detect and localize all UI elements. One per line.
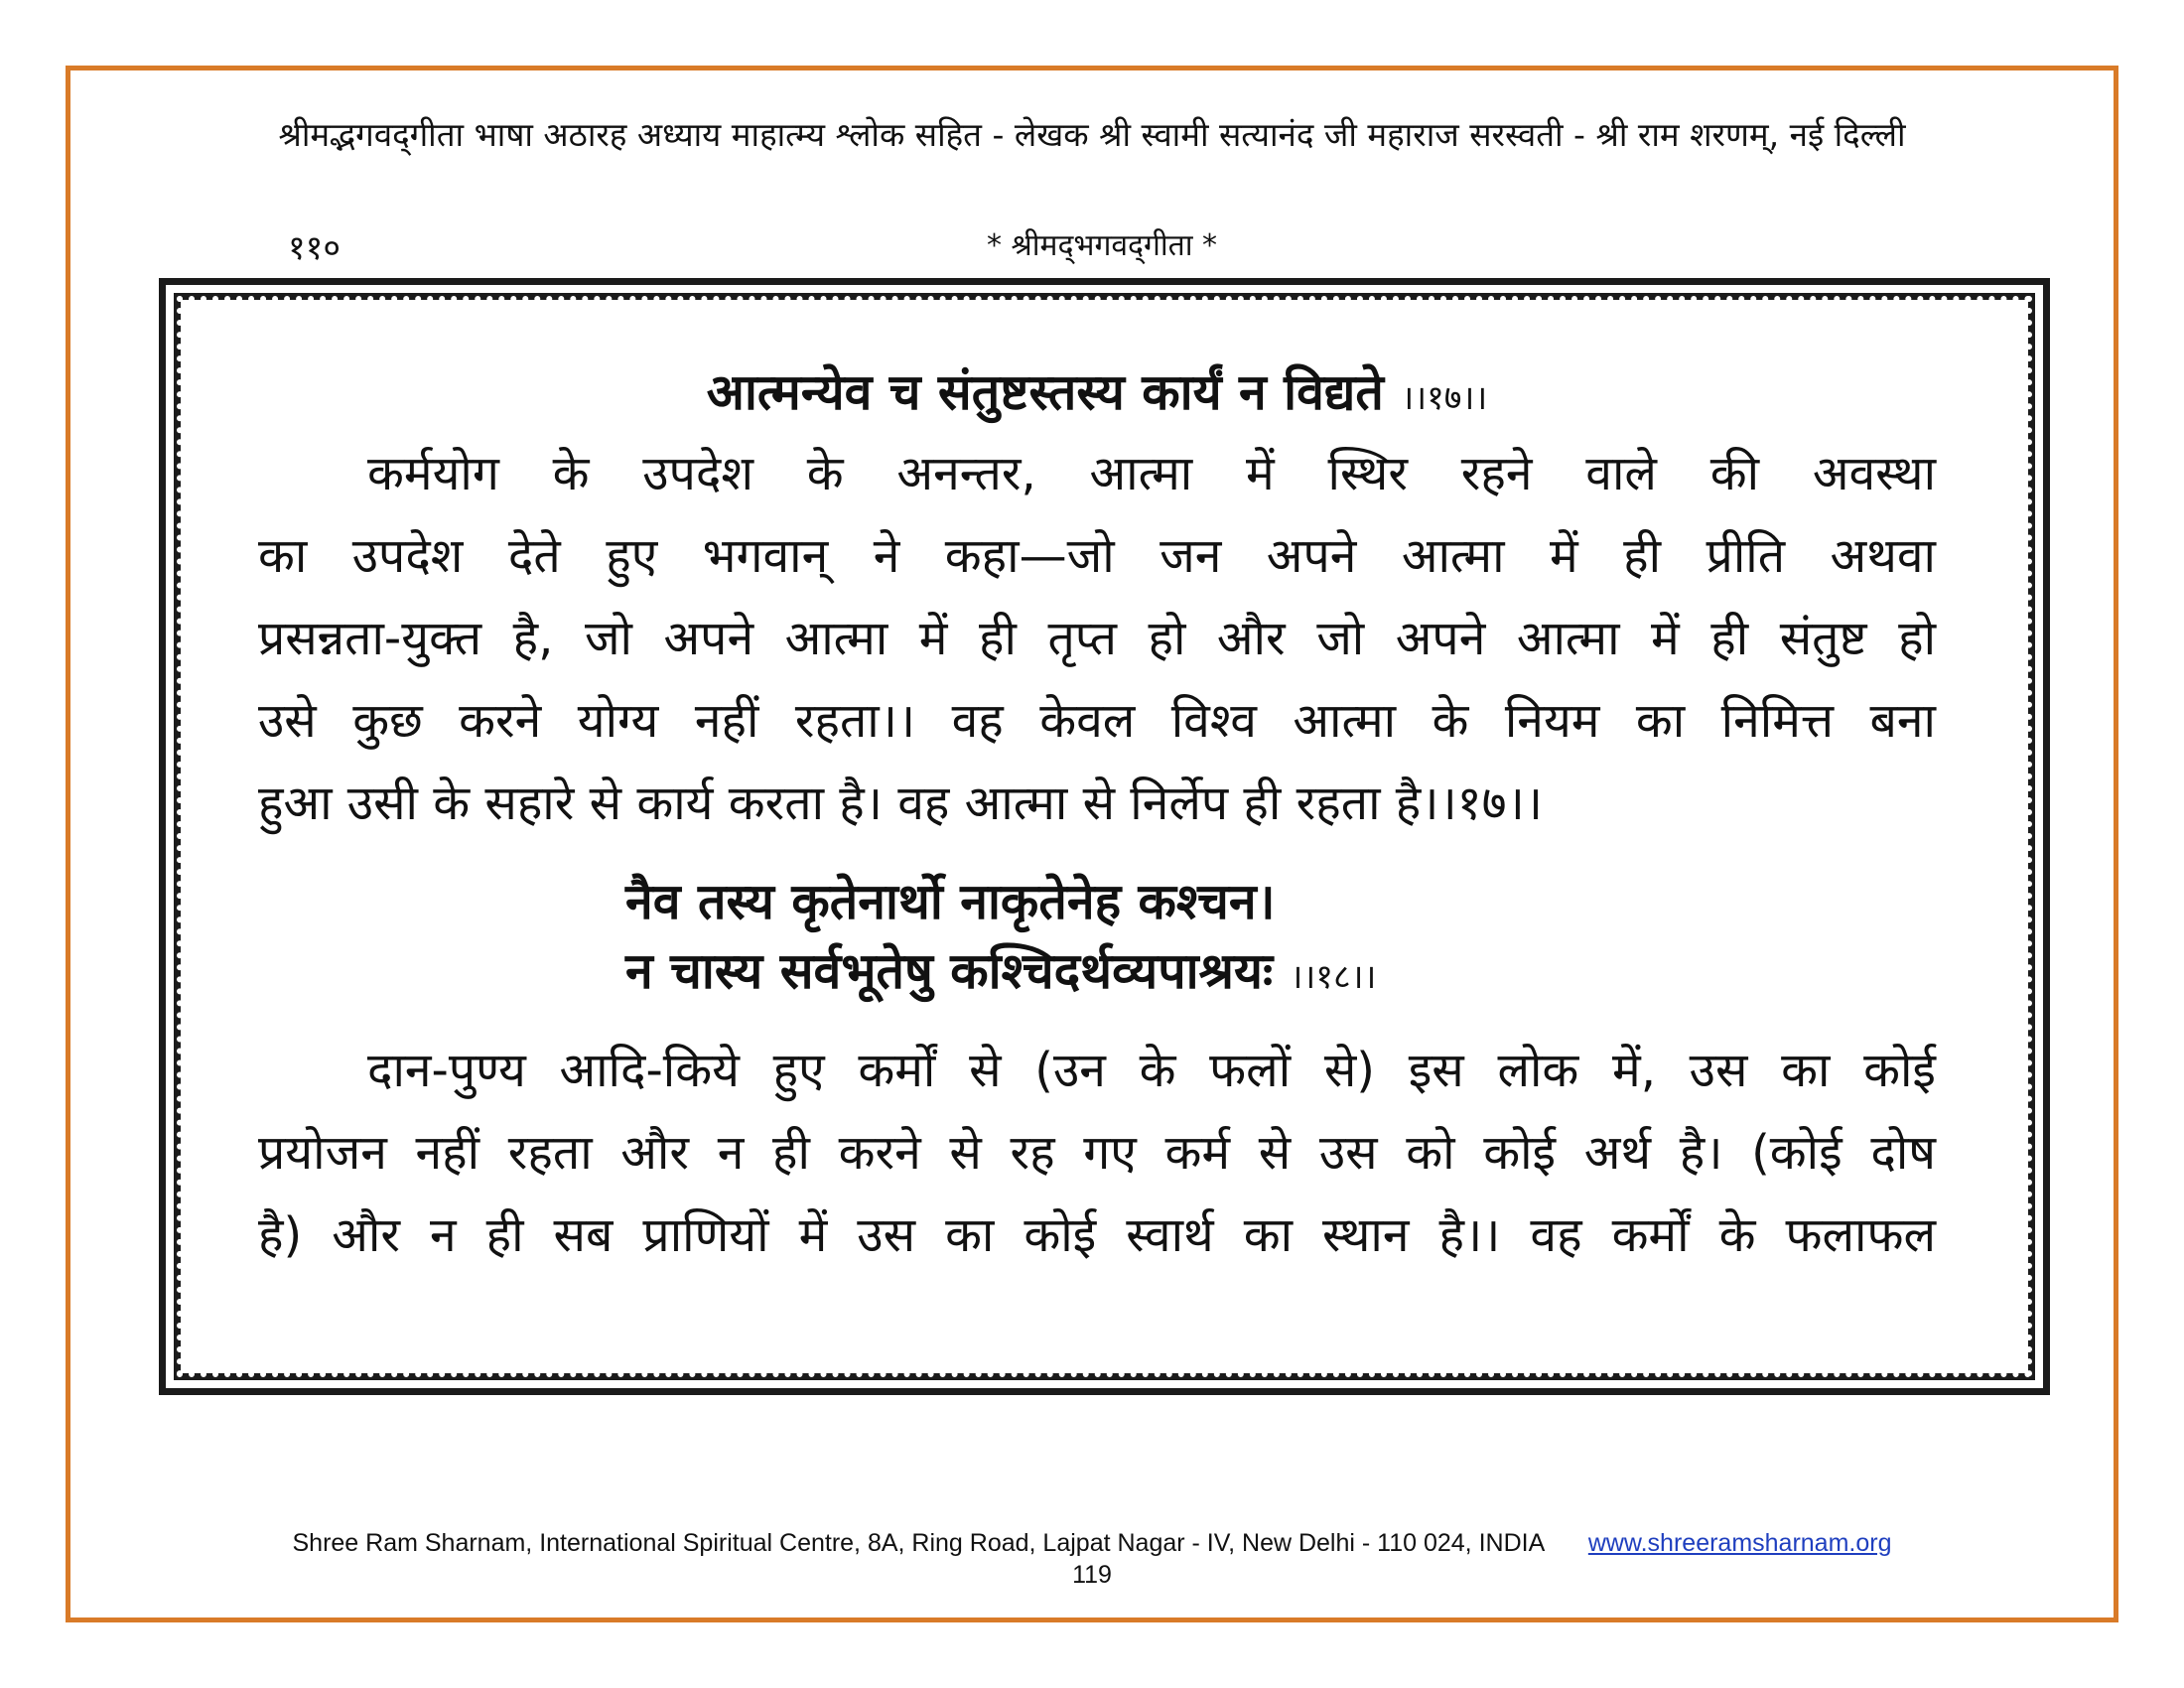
commentary-line: कर्मयोग के उपदेश के अनन्तर, आत्मा में स्थिर रहने वाले की अवस्था bbox=[367, 446, 1936, 501]
commentary-line: है) और न ही सब प्राणियों में उस का कोई स्वार्थ का स्थान है।। वह कर्मों के फलाफल bbox=[258, 1207, 1936, 1263]
commentary-line: दान-पुण्य आदि-किये हुए कर्मों से (उन के फलों से) इस लोक में, उस का कोई bbox=[367, 1043, 1936, 1098]
commentary-line: प्रयोजन नहीं रहता और न ही करने से रह गए कर्म से उस को कोई अर्थ है। (कोई दोष bbox=[258, 1125, 1936, 1181]
page-header: श्रीमद्भगवद्‌गीता भाषा अठारह अध्याय माहात्म्य श्लोक सहित - लेखक श्री स्वामी सत्यानंद जी महाराज सरस्वती - श्री राम शरणम्, नई दिल्ली bbox=[278, 115, 1906, 154]
verse-17-text: आत्मन्येव च संतुष्टस्तस्य कार्यं न विद्यते bbox=[706, 363, 1384, 421]
website-link[interactable]: www.shreeramsharnam.org bbox=[1587, 1529, 1892, 1557]
verse-18-line-1: नैव तस्य कृतेनार्थो नाकृतेनेह कश्चन। bbox=[625, 873, 1276, 930]
running-head: * श्रीमद्‌भगवद्‌गीता * bbox=[986, 228, 1218, 263]
footer-address: Shree Ram Sharnam, International Spiritual Centre, 8A, Ring Road, Lajpat Nagar - IV, New Delhi - 110 024, INDIA bbox=[292, 1529, 1544, 1557]
verse-18 bbox=[258, 867, 1936, 1012]
page-footer bbox=[0, 1527, 2184, 1591]
scan-content bbox=[258, 357, 1936, 1277]
book-page-number: ११० bbox=[288, 228, 341, 268]
commentary-line: प्रसन्नता-युक्त है, जो अपने आत्मा में ही तृप्त हो और जो अपने आत्मा में ही संतुष्ट हो bbox=[258, 611, 1936, 666]
verse-17-number: ।।१७।। bbox=[1401, 378, 1488, 418]
commentary-line: का उपदेश देते हुए भगवान् ने कहा—जो जन अपने आत्मा में ही प्रीति अथवा bbox=[258, 528, 1936, 584]
commentary-17 bbox=[258, 433, 1936, 845]
verse-18-line-2-text: न चास्य सर्वभूतेषु कश्चिदर्थव्यपाश्रयः bbox=[625, 942, 1274, 1000]
commentary-line: उसे कुछ करने योग्य नहीं रहता।। वह केवल विश्व आत्मा के नियम का निमित्त बना bbox=[258, 693, 1936, 749]
verse-18-line-2 bbox=[258, 936, 1936, 1012]
verse-18-number: ।।१८।। bbox=[1290, 957, 1377, 997]
commentary-18 bbox=[258, 1030, 1936, 1277]
verse-17 bbox=[258, 357, 1936, 433]
page-number: 119 bbox=[1072, 1561, 1112, 1589]
commentary-line: हुआ उसी के सहारे से कार्य करता है। वह आत्मा से निर्लेप ही रहता है।।१७।। bbox=[258, 775, 1543, 831]
footer-address-line bbox=[0, 1527, 2184, 1559]
scanned-book-page bbox=[149, 218, 2055, 1440]
